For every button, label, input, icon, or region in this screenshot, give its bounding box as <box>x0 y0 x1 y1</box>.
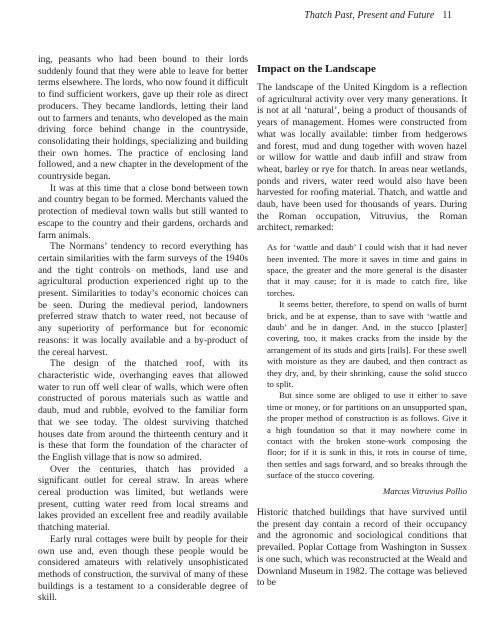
block-quote <box>267 242 467 497</box>
running-title: Thatch Past, Present and Future <box>304 10 435 21</box>
quote-paragraph: It seems better, therefore, to spend on walls of burnt brick, and be at expense, than to save with ‘wattle and daub’ and be in danger. And, in the stucco [plaster] covering, too, it makes cracks from the inside by the arrangement of its studs and girts [rails]. For these swell with moisture as they are daubed, and then contract as they dry, and, by their shrinking, cause the solid stucco to split. <box>267 299 467 390</box>
body-paragraph: Over the centuries, thatch has provided a significant outlet for cereal straw. In areas where cereal production was limited, but wetlands were present, cutting water reed from local streams and lakes provided an excellent free and readily available thatching material. <box>38 463 248 534</box>
body-paragraph: The Normans’ tendency to record everything has certain similarities with the farm surveys of the 1940s and the tight controls on methods, land use and agricultural production experienced right up to the present. Similarities to today’s economic choices can be seen. During the medieval period, landowners preferred straw thatch to water reed, not because of any superiority of performance but for economic reasons: it was locally available and a by-product of the cereal harvest. <box>38 241 248 358</box>
running-head <box>304 10 452 21</box>
quote-paragraph: As for ‘wattle and daub’ I could wish that it had never been invented. The more it saves in time and gains in space, the greater and the more general is the disaster that it may cause; for it is made to catch fire, like torches. <box>267 242 467 298</box>
body-paragraph: ing, peasants who had been bound to their lords suddenly found that they were able to leave for better terms elsewhere. The lords, who now found it difficult to find sufficient workers, gave up their role as direct producers. They became landlords, letting their land out to farmers and tenants, who developed as the main driving force behind change in the countryside, consolidating their holdings, specializing and building their own homes. The practice of enclosing land followed, and a new chapter in the development of the countryside began. <box>38 54 248 183</box>
quote-paragraph: But since some are obliged to use it either to save time or money, or for partitions on an unsupported span, the proper method of construction is as follows. Give it a high foundation so that it may nowhere come in contact with the broken stone-work composing the floor; for if it is sunk in this, it rots in course of time, then settles and sags forward, and so breaks through the surface of the stucco covering. <box>267 390 467 481</box>
page-number: 11 <box>442 10 452 21</box>
body-paragraph: The design of the thatched roof, with its characteristic wide, overhanging eaves that allowed water to run off well clear of walls, which were often constructed of porous materials such as wattle and daub, mud and rubble, evolved to the familiar form that we see today. The oldest surviving thatched houses date from around the thirteenth century and it is these that form the foundation of the character of the English village that is now so admired. <box>38 358 248 463</box>
body-paragraph: The landscape of the United Kingdom is a reflection of agricultural activity over very many generations. It is not at all ‘natural’, being a product of thousands of years of management. Homes were constructed from what was locally available: timber from hedgerows and forest, mud and dung together with woven hazel or willow for wattle and daub infill and straw from wheat, barley or rye for thatch. In areas near wetlands, ponds and rivers, water reed would also have been harvested for roofing material. Thatch, and wattle and daub, have been used for thousands of years. During the Roman occupation, Vitruvius, the Roman architect, remarked: <box>257 82 467 234</box>
left-column <box>38 54 248 604</box>
section-heading: Impact on the Landscape <box>257 63 376 75</box>
body-paragraph: Historic thatched buildings that have survived until the present day contain a record of their occupancy and the agronomic and sociological conditions that prevailed. Poplar Cottage from Washington in Sussex is one such, which was reconstructed at the Weald and Downland Museum in 1982. The cottage was believed to be <box>257 507 467 589</box>
body-paragraph: Early rural cottages were built by people for their own use and, even though these people would be considered amateurs with relatively unsophisticated methods of construction, the survival of many of these buildings is a testament to a considerable degree of skill. <box>38 533 248 604</box>
right-column <box>257 63 467 589</box>
body-paragraph: It was at this time that a close bond between town and country began to be formed. Merchants valued the protection of medieval town walls but still wanted to escape to the country and their gardens, orchards and farm animals. <box>38 182 248 241</box>
quote-attribution: Marcus Vitruvius Pollio <box>382 485 467 496</box>
